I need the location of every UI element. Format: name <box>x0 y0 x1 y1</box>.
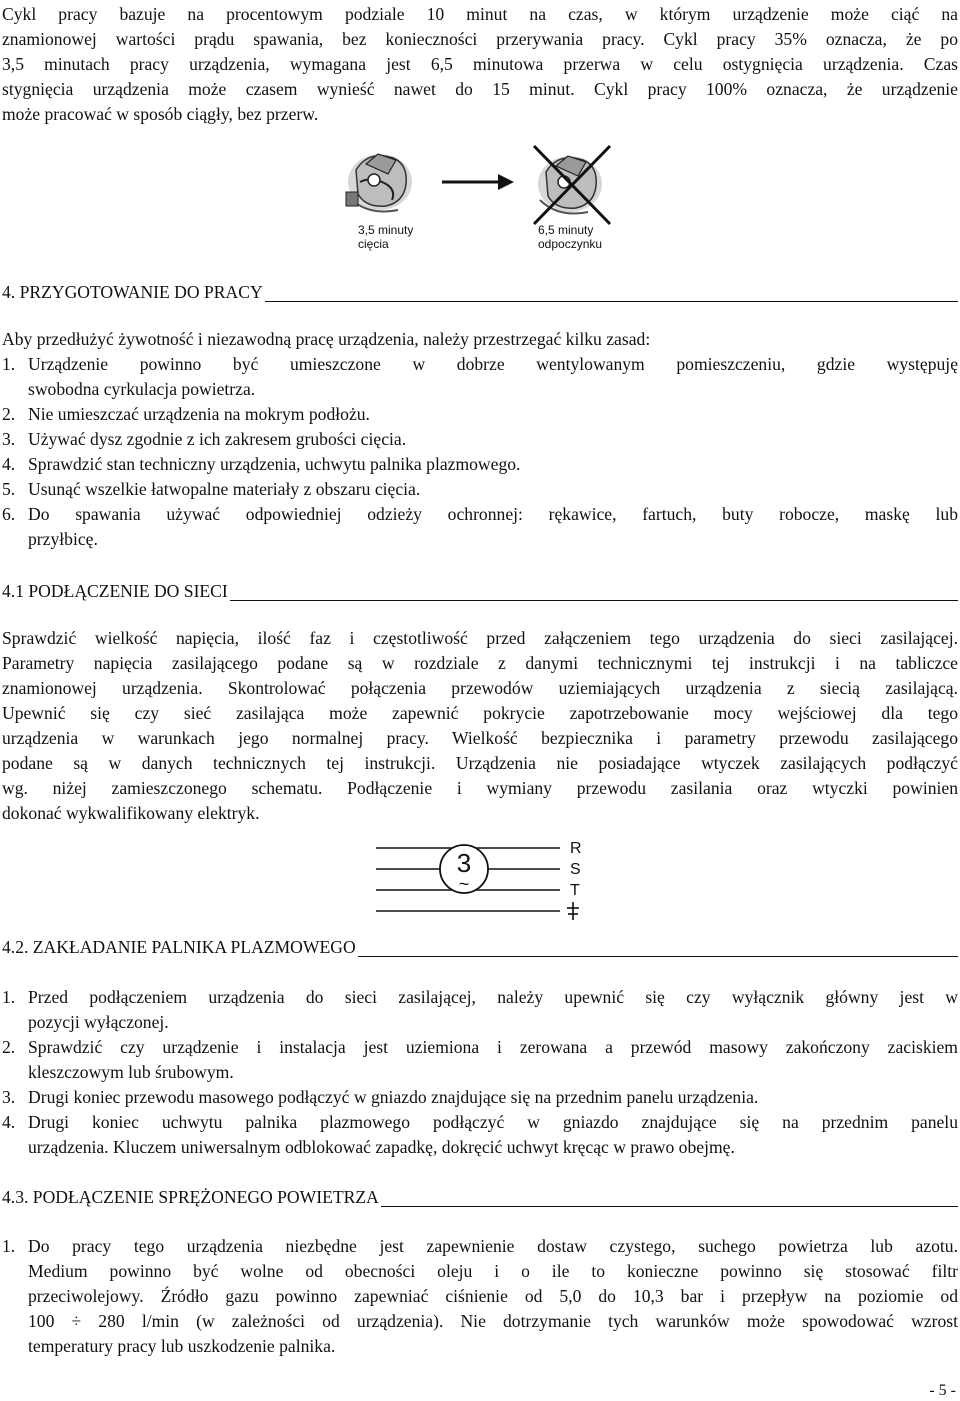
section-heading <box>2 1184 958 1210</box>
text-line: znamionowej wartości prądu spawania, bez konieczności przerywania pracy. Cykl pracy 35% oznacza, że po <box>2 29 958 49</box>
section-heading <box>2 578 958 604</box>
section-4-intro <box>2 327 958 352</box>
left-label-line1: 3,5 minuty <box>358 223 414 237</box>
line-label-s: S <box>570 861 581 878</box>
section-42-list <box>2 985 958 1160</box>
section-42-title: 4.2. ZAKŁADANIE PALNIKA PLAZMOWEGO <box>2 937 356 957</box>
text-line: Cykl pracy bazuje na procentowym podziale 10 minut na czas, w którym urządzenie może ciąć na <box>2 4 958 24</box>
text-line: stygnięcia urządzenia może czasem wynieść nawet do 15 minut. Cykl pracy 100% oznacza, że urządzenie <box>2 79 958 99</box>
list-item: 3. Drugi koniec przewodu masowego podłączyć w gniazdo znajdujące się na przednim panelu urządzenia. <box>2 1087 759 1107</box>
right-label-line2: odpoczynku <box>538 237 603 251</box>
power-schematic <box>372 836 592 924</box>
list-item: 2. Sprawdzić czy urządzenie i instalacja jest uziemiona i zerowana a przewód masowy zakończony zaciskiem kleszczowym lub śrubowym. <box>2 1037 958 1082</box>
section-heading <box>2 934 958 960</box>
list-item: 1. Do pracy tego urządzenia niezbędne jest zapewnienie dostaw czystego, suchego powietrza lub azotu. Medium powinno być wolne od obecności oleju i o ile to konieczne powinno się stosować filtr przeciwolejowy. Źródło gazu powinno zapewniać ciśnienie od 5,0 do 10,3 bar i przepływ na poziomie od 100 ÷ 280 l/min (w zależności od urządzenia). Nie dotrzymanie tych warunków może spowodować wzrost temperatury pracy lub uszkodzenie palnika. <box>2 1236 958 1356</box>
wave-symbol: ~ <box>458 874 470 894</box>
section-4-title: 4. PRZYGOTOWANIE DO PRACY <box>2 282 263 302</box>
arrow-right-icon <box>442 174 514 190</box>
text-line: może pracować w sposób ciągły, bez przerw. <box>2 104 319 124</box>
list-item: 6. Do spawania używać odpowiedniej odzieży ochronnej: rękawice, fartuch, buty robocze, maskę lub przyłbicę. <box>2 504 958 549</box>
list-item: 4. Sprawdzić stan techniczny urządzenia, uchwytu palnika plazmowego. <box>2 454 521 474</box>
line-label-t: T <box>570 882 580 899</box>
section-43-title: 4.3. PODŁĄCZENIE SPRĘŻONEGO POWIETRZA <box>2 1187 379 1207</box>
section-4-list <box>2 352 958 552</box>
left-label-line2: cięcia <box>358 237 389 251</box>
line-label-r: R <box>570 840 582 857</box>
list-item: 1. Przed podłączeniem urządzenia do sieci zasilającej, należy upewnić się czy wyłącznik główny jest w pozycji wyłączonej. <box>2 987 958 1032</box>
page-number: - 5 - <box>929 1382 956 1399</box>
list-item: 1. Urządzenie powinno być umieszczone w dobrze wentylowanym pomieszczeniu, gdzie występuję swobodna cyrkulacja powietrza. <box>2 354 958 399</box>
duty-cycle-paragraph <box>2 2 958 127</box>
section-41-paragraph: Sprawdzić wielkość napięcia, ilość faz i częstotliwość przed załączeniem tego urządzenia do sieci zasilającej. Parametry napięcia zasilającego podane są w rozdziale z danymi technicznymi tej instrukcji i na tabliczce znamionowej urządzenia. Skontrolować połączenia przewodów uziemiających urządzenia z siecią zasilającą. Upewnić się czy sieć zasilająca może zapewnić pokrycie zapotrzebowanie mocy wejściowej dla tego urządzenia w warunkach jego normalnej pracy. Wielkość bezpiecznika i parametry przewodu zasilającego podane są w danych technicznych tej instrukcji. Urządzenia nie posiadające wtyczek zasilających podłączyć wg. niżej zamieszczonego schematu. Podłączenie i wymiany przewodu zasilania oraz wtyczki powinien dokonać wykwalifikowany elektryk. <box>2 628 958 823</box>
section-43-list <box>2 1234 958 1359</box>
section-heading <box>2 279 958 305</box>
section-41-title: 4.1 PODŁĄCZENIE DO SIECI <box>2 581 228 601</box>
right-label-line1: 6,5 minuty <box>538 223 594 237</box>
ground-symbol-icon <box>567 902 579 920</box>
list-item: 3. Używać dysz zgodnie z ich zakresem grubości cięcia. <box>2 429 407 449</box>
phase-number: 3 <box>456 848 472 878</box>
duty-cycle-figure <box>338 140 628 258</box>
welding-machine-icon <box>346 154 412 212</box>
list-item: 2. Nie umieszczać urządzenia na mokrym podłożu. <box>2 404 370 424</box>
text-line: Aby przedłużyć żywotność i niezawodną pracę urządzenia, należy przestrzegać kilku zasad: <box>2 329 651 349</box>
duty-cycle-illustration <box>338 140 628 258</box>
list-item: 5. Usunąć wszelkie łatwopalne materiały z obszaru cięcia. <box>2 479 421 499</box>
text-line: 3,5 minutach pracy urządzenia, wymagana jest 6,5 minutowa przerwa w celu ostygnięcia urządzenia. Czas <box>2 54 958 74</box>
list-item: 4. Drugi koniec uchwytu palnika plazmowego podłączyć w gniazdo znajdujące się na przednim panelu urządzenia. Kluczem uniwersalnym odblokować zapadkę, dokręcić uchwyt kręcąc w prawo obejmę. <box>2 1112 958 1157</box>
three-phase-diagram <box>372 836 592 924</box>
